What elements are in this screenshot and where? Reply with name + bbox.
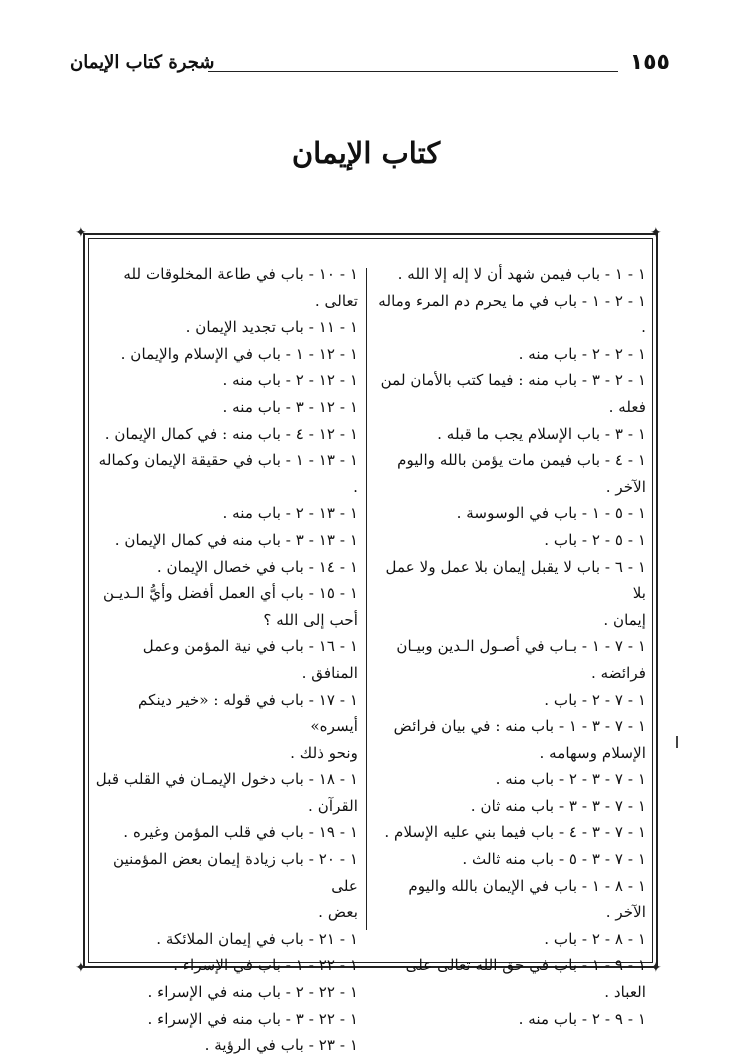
toc-entry: أحب إلى الله ؟: [263, 610, 358, 629]
toc-entry: إيمان .: [603, 610, 646, 629]
toc-entry: ١ - ١٤ - باب في خصال الإيمان .: [156, 557, 358, 576]
toc-entry: ١ - ١٢ - ٢ - باب منه .: [222, 371, 358, 390]
frame-corner-ornament: ✦: [650, 225, 662, 241]
frame-corner-ornament: ✦: [75, 225, 87, 241]
toc-entry: القرآن .: [308, 796, 358, 815]
toc-entry: ١ - ١٥ - باب أي العمل أفضل وأيُّ الـديـن: [102, 584, 358, 603]
frame-corner-ornament: ✦: [650, 960, 662, 976]
toc-entry: ١ - ١١ - باب تجديد الإيمان .: [185, 318, 358, 337]
toc-entry: فعله .: [608, 397, 646, 416]
toc-entry: ١ - ١٩ - باب في قلب المؤمن وغيره .: [123, 823, 358, 842]
column-divider: [366, 268, 367, 930]
toc-entry: ١ - ٢ - ٢ - باب منه .: [518, 344, 646, 363]
toc-entry: ١ - ٢٠ - باب زيادة إيمان بعض المؤمنين على: [113, 850, 358, 895]
toc-entry: ١ - ٤ - باب فيمن مات يؤمن بالله واليوم الآخر .: [397, 451, 646, 496]
chapter-title: كتاب الإيمان: [291, 136, 441, 170]
toc-entry: ١ - ١٢ - ٣ - باب منه .: [222, 397, 358, 416]
toc-entry: فرائضه .: [590, 663, 646, 682]
toc-entry: ١ - ٣ - باب الإسلام يجب ما قبله .: [437, 424, 646, 443]
toc-entry: ١ - ٦ - باب لا يقبل إيمان بلا عمل ولا عمل بلا: [385, 557, 646, 603]
toc-entry: ١ - ٧ - ٣ - ٢ - باب منه .: [495, 770, 646, 789]
page-header: [70, 44, 670, 84]
toc-entry: الإسلام وسهامه .: [539, 743, 646, 762]
toc-entry: ١ - ٢ - ١ - باب في ما يحرم دم المرء وماله .: [378, 291, 646, 337]
toc-entry: ١ - ٧ - ٣ - ١ - باب منه : في بيان فرائض: [393, 717, 646, 736]
toc-entry: ١ - ٢١ - باب في إيمان الملائكة .: [156, 929, 358, 948]
toc-entry: ١ - ٥ - ١ - باب في الوسوسة .: [456, 504, 646, 523]
header-rule: [208, 71, 618, 72]
toc-entry: ١ - ١٦ - باب في نية المؤمن وعمل المنافق .: [142, 637, 358, 682]
toc-entry: ١ - ١٢ - ١ - باب في الإسلام والإيمان .: [120, 344, 358, 363]
margin-mark: [676, 736, 678, 748]
toc-entry: ١ - ٧ - ٣ - ٥ - باب منه ثالث .: [462, 850, 646, 869]
toc-entry: ١ - ٨ - ٢ - باب .: [544, 929, 646, 948]
toc-entry: ١ - ١ - باب فيمن شهد أن لا إله إلا الله .: [397, 265, 646, 283]
toc-column-left: [92, 261, 358, 1059]
toc-column-right: [376, 261, 646, 1032]
toc-entry: ١ - ٢٢ - ٢ - باب منه في الإسراء .: [147, 983, 358, 1002]
toc-entry: ١ - ٢٣ - باب في الرؤية .: [204, 1036, 358, 1055]
toc-entry: ١ - ٢٢ - ٣ - باب منه في الإسراء .: [147, 1009, 358, 1028]
frame-corner-ornament: ✦: [75, 960, 87, 976]
toc-entry: ١ - ٧ - ٣ - ٣ - باب منه ثان .: [470, 796, 646, 815]
toc-entry: بعض .: [318, 903, 358, 922]
toc-entry: ١ - ١٨ - باب دخول الإيمـان في القلب قبل: [95, 770, 358, 789]
toc-entry: ١ - ١٧ - باب في قوله : «خير دينكم أيسره»: [138, 690, 358, 736]
toc-entry: ١ - ٧ - ٣ - ٤ - باب فيما بني عليه الإسلام .: [384, 823, 646, 842]
toc-entry: ١ - ٧ - ٢ - باب .: [544, 690, 646, 709]
toc-entry: ١ - ٩ - ١ - باب في حق الله تعالى على العباد .: [405, 956, 646, 1002]
toc-entry: ١ - ١٠ - باب في طاعة المخلوقات لله تعالى .: [123, 265, 358, 310]
toc-entry: ١ - ٨ - ١ - باب في الإيمان بالله واليوم الآخر .: [408, 876, 646, 922]
toc-entry: ١ - ٢ - ٣ - باب منه : فيما كتب بالأمان لمن: [380, 371, 646, 390]
toc-entry: ١ - ١٣ - ١ - باب في حقيقة الإيمان وكماله .: [98, 451, 358, 496]
running-title: شجرة كتاب الإيمان: [70, 52, 215, 73]
toc-entry: ١ - ٢٢ - ١ - باب في الإسراء .: [173, 956, 358, 975]
toc-entry: ١ - ٩ - ٢ - باب منه .: [518, 1009, 646, 1028]
toc-entry: ١ - ١٣ - ٣ - باب منه في كمال الإيمان .: [114, 530, 358, 549]
page-number: ١٥٥: [629, 50, 670, 75]
toc-entry: ونحو ذلك .: [290, 743, 358, 762]
toc-entry: ١ - ٧ - ١ - بـاب في أصـول الـدين وبيـان: [396, 637, 646, 656]
toc-entry: ١ - ٥ - ٢ - باب .: [544, 530, 646, 549]
toc-entry: ١ - ١٣ - ٢ - باب منه .: [222, 504, 358, 523]
toc-entry: ١ - ١٢ - ٤ - باب منه : في كمال الإيمان .: [104, 424, 358, 443]
